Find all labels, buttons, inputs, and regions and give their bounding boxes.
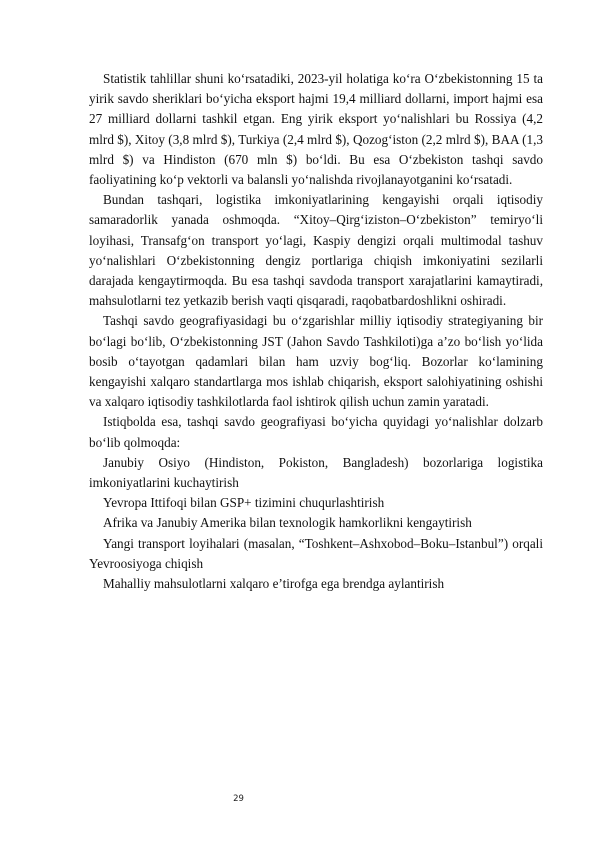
paragraph-future-directions: Istiqbolda esa, tashqi savdo geografiyasi bo‘yicha quyidagi yo‘nalishlar dolzarb bo‘lib qolmoqda: — [89, 414, 543, 450]
list-item-transport-projects: Yangi transport loyihalari (masalan, “Toshkent–Ashxobod–Boku–Istanbul”) orqali Yevroosiyoga chiqish — [89, 535, 543, 571]
paragraph-trade-statistics: Statistik tahlillar shuni ko‘rsatadiki, 2023-yil holatiga ko‘ra O‘zbekistonning 15 ta yirik savdo sheriklari bo‘yicha eksport hajmi 19,4 milliard dollarni, import hajmi esa 27 milliard dollarni tashkil etgan. Eng yirik eksport yo‘nalishlari bu Rossiya (4,2 mlrd $), Xitoy (3,8 mlrd $), Turkiya (2,4 mlrd $), Qozog‘iston (2,2 mlrd $), BAA (1,3 mlrd $) va Hindiston (670 mln $) bo‘ldi. Bu esa O‘zbekiston tashqi savdo faoliyatining ko‘p vektorli va balansli yo‘nalishda rivojlanayotganini ko‘rsatadi. — [89, 71, 543, 188]
paragraph-logistics: Bundan tashqari, logistika imkoniyatlarining kengayishi orqali iqtisodiy samaradorlik yanada oshmoqda. “Xitoy–Qirg‘iziston–O‘zbekiston” temiryo‘li loyihasi, Transafg‘on transport yo‘lagi, Kaspiy dengizi orqali multimodal tashuv yo‘nalishlari O‘zbekistonning dengiz portlariga chiqish imkoniyatini sezilarli darajada kengaytirmoqda. Bu esa tashqi savdoda transport xarajatlarini kamaytiradi, mahsulotlarni tez yetkazib berish vaqti qisqaradi, raqobatbardoshlikni oshiradi. — [89, 192, 543, 309]
document-body — [89, 69, 543, 594]
list-item-eu-gsp: Yevropa Ittifoqi bilan GSP+ tizimini chuqurlashtirish — [103, 495, 385, 511]
page-number-text: 29 — [233, 794, 244, 804]
page-number — [0, 794, 595, 804]
list-item-south-asia: Janubiy Osiyo (Hindiston, Pokiston, Bangladesh) bozorlariga logistika imkoniyatlarini kuchaytirish — [89, 454, 543, 491]
list-item-africa-latam: Afrika va Janubiy Amerika bilan texnologik hamkorlikni kengaytirish — [103, 515, 472, 531]
list-item-local-brands: Mahalliy mahsulotlarni xalqaro e’tirofga ega brendga aylantirish — [103, 576, 445, 592]
paragraph-wto-strategy: Tashqi savdo geografiyasidagi bu o‘zgarishlar milliy iqtisodiy strategiyaning bir bo‘lagi bo‘lib, O‘zbekistonning JST (Jahon Savdo Tashkiloti)ga a’zo bo‘lish yo‘lida bosib o‘tayotgan qadamlari bilan ham uzviy bog‘liq. Bozorlar ko‘lamining kengayishi xalqaro standartlarga mos ishlab chiqarish, eksport salohiyatining oshishi va xalqaro iqtisodiy tashkilotlarda faol ishtirok qilish uchun zamin yaratadi. — [89, 313, 543, 410]
